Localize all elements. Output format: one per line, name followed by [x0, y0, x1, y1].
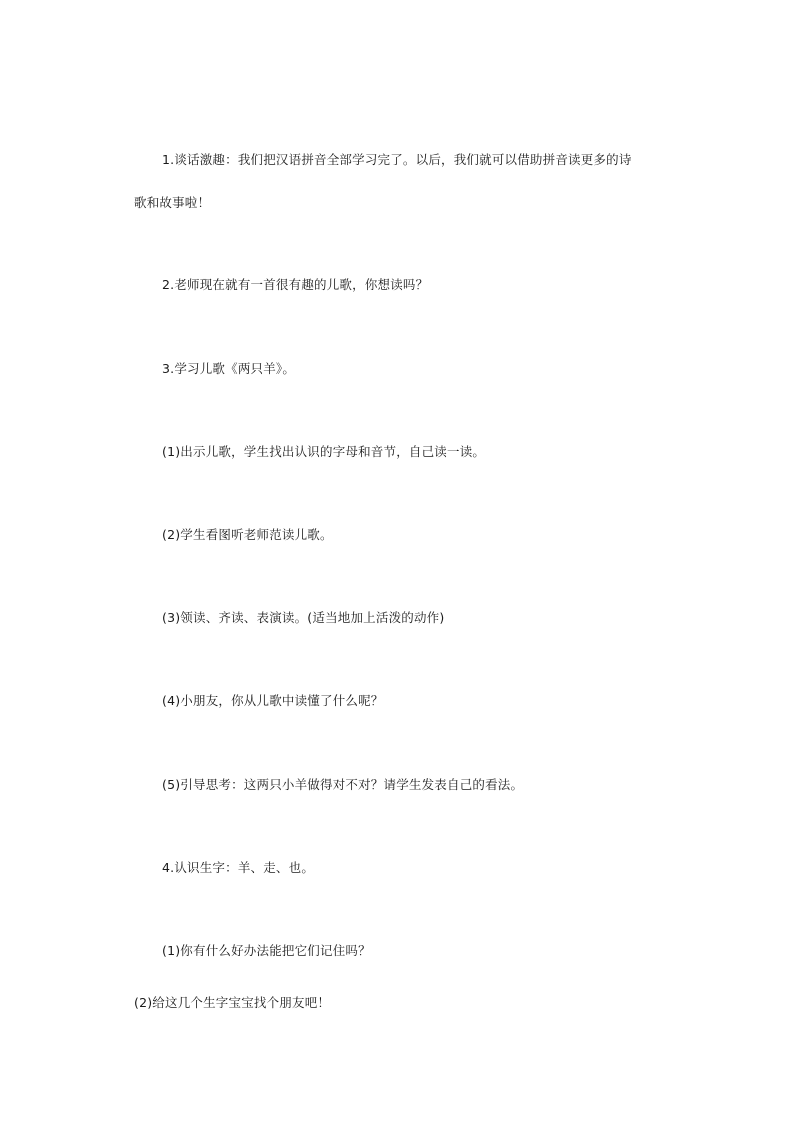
paragraph-3: 3.学习儿歌《两只羊》。 — [162, 361, 296, 376]
paragraph-4-1: (1)你有什么好办法能把它们记住吗？ — [162, 943, 371, 958]
paragraph-2: 2.老师现在就有一首很有趣的儿歌，你想读吗？ — [162, 277, 429, 292]
paragraph-3-2: (2)学生看图听老师范读儿歌。 — [162, 527, 333, 542]
paragraph-3-1: (1)出示儿歌，学生找出认识的字母和音节，自己读一读。 — [162, 444, 486, 459]
paragraph-3-5: (5)引导思考：这两只小羊做得对不对？请学生发表自己的看法。 — [162, 777, 524, 792]
paragraph-4: 4.认识生字：羊、走、也。 — [162, 860, 315, 875]
paragraph-1-line-1: 1.谈话激趣：我们把汉语拼音全部学习完了。以后，我们就可以借助拼音读更多的诗 — [162, 152, 632, 167]
paragraph-3-3: (3)领读、齐读、表演读。(适当地加上活泼的动作) — [162, 610, 445, 625]
paragraph-1-line-2: 歌和故事啦！ — [134, 195, 211, 210]
paragraph-4-2: (2)给这几个生字宝宝找个朋友吧！ — [134, 995, 331, 1010]
paragraph-3-4: (4)小朋友，你从儿歌中读懂了什么呢？ — [162, 693, 384, 708]
